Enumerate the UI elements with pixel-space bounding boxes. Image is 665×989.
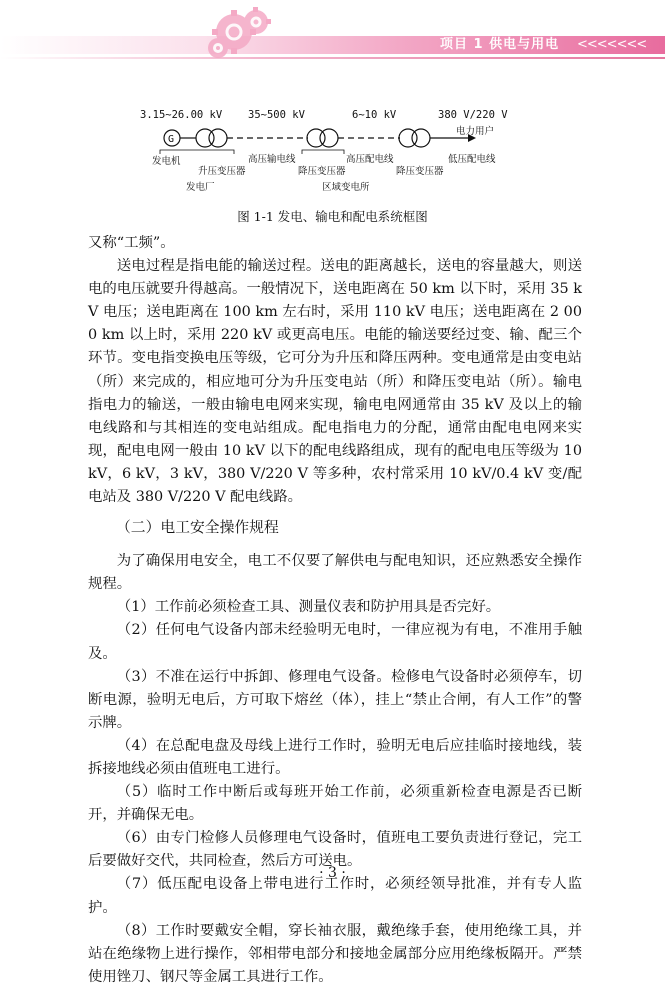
rule-item: （4）在总配电盘及母线上进行工作时，验明无电后应挂临时接地线，装拆接地线必须由值班电工进行。 (88, 737, 582, 777)
label-hv-distribution-line: 高压配电线 (346, 154, 394, 165)
figure-caption: 图 1-1 发电、输电和配电系统框图 (237, 209, 428, 224)
rule-item: （3）不准在运行中拆卸、修理电气设备。检修电气设备时必须停车，切断电源，验明无电后，方可取下熔丝（体），挂上“禁止合闸，有人工作”的警示牌。 (88, 668, 582, 731)
label-step-up-transformer: 升压变压器 (198, 166, 246, 177)
intro-fragment: 又称“工频”。 (88, 235, 175, 251)
power-system-diagram (138, 104, 518, 200)
label-hv-line: 高压输电线 (248, 154, 296, 165)
paragraph-safety-intro: 为了确保用电安全，电工不仅要了解供电与配电知识，还应熟悉安全操作规程。 (88, 553, 582, 593)
transformer-icon (196, 129, 227, 147)
section-title: （二）电工安全操作规程 (116, 519, 279, 537)
label-step-down-transformer-2: 降压变压器 (396, 166, 444, 177)
rule-item: （5）临时工作中断后或每班开始工作前，必须重新检查电源是否已断开，并确保无电。 (88, 784, 582, 824)
gear-cluster-icon (196, 2, 276, 64)
label-lv-distribution-line: 低压配电线 (448, 154, 496, 165)
page-number: · 3 · (319, 865, 346, 881)
transformer-icon (307, 129, 338, 147)
diagram-canvas (138, 104, 518, 200)
voltage-label-user: 380 V/220 V (438, 109, 508, 121)
header-band (0, 36, 665, 54)
rule-item: （2）任何电气设备内部未经验明无电时，一律应视为有电，不准用手触及。 (88, 622, 582, 662)
rule-item: （1）工作前必须检查工具、测量仪表和防护用具是否完好。 (116, 599, 501, 616)
label-power-user: 电力用户 (456, 126, 495, 137)
label-step-down-transformer: 降压变压器 (298, 166, 346, 177)
generator-symbol: G (168, 134, 175, 145)
rule-item: （6）由专门检修人员修理电气设备时，值班电工要负责进行登记，完工后要做好交代，共同检查，然后方可送电。 (88, 830, 582, 870)
voltage-label-distribution: 6~10 kV (352, 109, 397, 121)
rule-item: （7）低压配电设备上带电进行工作时，必须经领导批准，并有专人监护。 (88, 876, 582, 916)
transformer-icon (399, 129, 430, 147)
rule-item: （8）工作时要戴安全帽，穿长袖衣服，戴绝缘手套，使用绝缘工具，并站在绝缘物上进行操作，邻相带电部分和接地金属部分应用绝缘板隔开。严禁使用锉刀、钢尺等金属工具进行工作。 (88, 922, 582, 985)
voltage-label-transmission: 35~500 kV (248, 109, 305, 121)
header-rule (0, 57, 665, 59)
page-header (0, 0, 665, 80)
label-generator: 发电机 (152, 156, 181, 167)
voltage-label-generation: 3.15~26.00 kV (140, 109, 223, 121)
chevron-decoration: <<<<<<< (577, 37, 647, 52)
label-regional-substation: 区域变电所 (322, 182, 370, 193)
chapter-title: 项目 1 供电与用电 (440, 37, 560, 52)
label-power-plant: 发电厂 (186, 182, 215, 193)
paragraph-transmission: 送电过程是指电能的输送过程。送电的距离越长，送电的容量越大，则送电的电压就要升得越高。一般情况下，送电距离在 50 km 以下时，采用 35 kV 电压；送电距离在 100 km 左右时，采用 110 kV 电压；送电距离在 2 000 km 以上时，采用 220 kV 或更高电压。电能的输送要经过变、输、配三个环节。变电指变换电压等级，它可分为升压和降压两种。变电通常是由变电站（所）来完成的，相应地可分为升压变电站（所）和降压变电站（所）。输电指电力的输送，一般由输电电网来实现，输电电网通常由 35 kV 及以上的输电线路和与其相连的变电站组成。配电指电力的分配，通常由配电电网来实现，配电电网一般由 10 kV 以下的配电线路组成，现有的配电电压等级为 10 kV，6 kV，3 kV，380 V/220 V 等多种，农村常采用 10 kV/0.4 kV 变/配电站及 380 V/220 V 配电线路。 (88, 258, 582, 506)
